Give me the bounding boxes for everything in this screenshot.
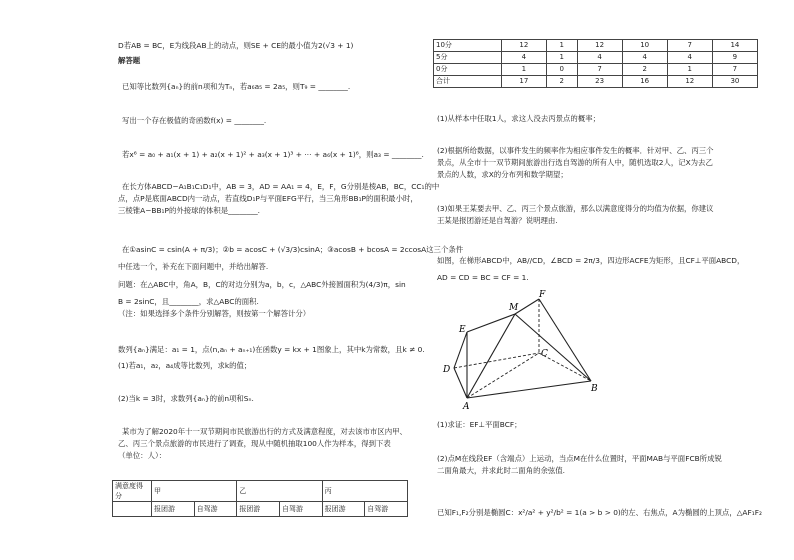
- segment-ab: [467, 381, 591, 398]
- question-text: 问题：在△ABC中，角A，B，C的对边分别为a，b，c，△ABC外接圆面积为(4/3)π，sin: [118, 280, 406, 289]
- segment-mf: [515, 299, 539, 314]
- question-text: (1)若a₁，a₂，a₄成等比数列，求k的值；: [118, 361, 252, 370]
- table-cell: 0分: [434, 64, 502, 76]
- point-label-c: C: [541, 349, 548, 359]
- survey-table: [112, 480, 408, 517]
- question-text: 写出一个存在极值的奇函数f(x) = ________.: [122, 116, 267, 125]
- segment-ed: [454, 332, 467, 368]
- table-cell: 23: [577, 76, 622, 88]
- point-label-e: E: [459, 325, 466, 335]
- table-cell: 7: [577, 64, 622, 76]
- question-text: (1)求证：EF⊥平面BCF；: [437, 420, 522, 429]
- table-row: [434, 64, 758, 76]
- table-cell: 报团游: [152, 502, 195, 517]
- segment-ma: [467, 314, 515, 398]
- question-text: 在长方体ABCD−A₁B₁C₁D₁中，AB = 3，AD = AA₁ = 4，E，F，G分别是棱AB，BC，CC₁的中: [122, 182, 440, 191]
- point-label-m: M: [509, 303, 519, 313]
- table-row: [113, 502, 408, 517]
- table-cell: 4: [667, 52, 712, 64]
- table-cell: 1: [667, 64, 712, 76]
- table-cell: 5分: [434, 52, 502, 64]
- segment-mb: [515, 314, 591, 381]
- question-text: B = 2sinC，且________，求△ABC的面积.: [118, 297, 259, 306]
- segment-da: [454, 368, 467, 398]
- table-cell: 12: [667, 76, 712, 88]
- table-cell: 17: [501, 76, 546, 88]
- question-text: （注：如果选择多个条件分别解答，则按第一个解答计分）: [118, 309, 311, 318]
- table-cell: 4: [577, 52, 622, 64]
- table-cell: 4: [622, 52, 667, 64]
- table-cell: 7: [667, 40, 712, 52]
- table-cell: 2: [546, 76, 577, 88]
- question-text: 三棱锥A−BB₁P的外接球的体积是________.: [118, 206, 261, 215]
- section-heading: 解答题: [118, 56, 141, 65]
- question-text: （单位：人）：: [118, 451, 167, 460]
- table-cell: 16: [622, 76, 667, 88]
- table-cell: 丙: [322, 481, 407, 502]
- table-cell: 满意度得分: [113, 481, 152, 502]
- question-text: 在①asinC = csin(A + π/3)；②b = acosC + (√3/3)csinA；③acosB + bcosA = 2ccosA这三个条件: [122, 245, 464, 254]
- table-row: [434, 40, 758, 52]
- question-text: (2)点M在线段EF（含端点）上运动，当点M在什么位置时，平面MAB与平面FCB所成锐: [437, 454, 722, 463]
- table-cell: 自驾游: [365, 502, 408, 517]
- table-cell: 0: [546, 64, 577, 76]
- table-cell: 1: [501, 64, 546, 76]
- table-cell: 4: [501, 52, 546, 64]
- segment-ac: [467, 353, 539, 398]
- question-text: AD = CD = BC = CF = 1.: [437, 273, 529, 282]
- question-text: 中任选一个，补充在下面问题中，并给出解答.: [118, 262, 269, 271]
- table-cell: 9: [712, 52, 757, 64]
- table-cell: 自驾游: [279, 502, 322, 517]
- table-cell: 报团游: [322, 502, 365, 517]
- question-text: 若x⁶ = a₀ + a₁(x + 1) + a₂(x + 1)² + a₃(x + 1)³ + ⋯ + a₆(x + 1)⁶，则a₃ = ________.: [122, 150, 424, 159]
- question-text: 已知F₁,F₂分别是椭圆C：x²/a² + y²/b² = 1(a > b > 0)的左、右焦点，A为椭圆的上顶点，△AF₁F₂: [437, 508, 762, 517]
- table-row: [113, 481, 408, 502]
- question-text: (1)从样本中任取1人，求这人没去丙景点的概率；: [437, 114, 600, 123]
- table-cell: [113, 502, 152, 517]
- score-table: [433, 39, 758, 88]
- table-cell: 甲: [152, 481, 237, 502]
- question-text: (2)根据所给数据，以事件发生的频率作为相应事件发生的概率．针对甲、乙、丙三个: [437, 146, 714, 155]
- point-label-f: F: [539, 290, 546, 300]
- table-cell: 14: [712, 40, 757, 52]
- question-text: 某市为了解2020年十一双节期间市民旅游出行的方式及满意程度，对去该市市区内甲、: [122, 427, 407, 436]
- question-text: 如图，在梯形ABCD中，AB//CD，∠BCD = 2π/3，四边形ACFE为矩形，且CF⊥平面ABCD，: [437, 256, 745, 265]
- question-text: 数列{aₙ}满足：a₁ = 1，点(n,aₙ + aₙ₊₁)在函数y = kx + 1图象上，其中k为常数，且k ≠ 0.: [118, 345, 425, 354]
- table-cell: 10: [622, 40, 667, 52]
- segment-fb: [539, 299, 591, 381]
- table-row: [434, 76, 758, 88]
- table-cell: 2: [622, 64, 667, 76]
- table-cell: 报团游: [237, 502, 280, 517]
- table-cell: 12: [577, 40, 622, 52]
- point-label-b: B: [591, 384, 598, 394]
- point-label-a: A: [463, 402, 470, 412]
- question-text: 二面角最大，并求此时二面角的余弦值.: [437, 466, 565, 475]
- table-cell: 1: [546, 40, 577, 52]
- table-cell: 自驾游: [194, 502, 237, 517]
- point-label-d: D: [443, 365, 451, 375]
- table-row: [434, 52, 758, 64]
- geometry-figure: [437, 286, 607, 412]
- question-text: 景点的人数，求X的分布列和数学期望；: [437, 170, 568, 179]
- question-text: 王某是报团游还是自驾游？说明理由.: [437, 216, 558, 225]
- table-cell: 7: [712, 64, 757, 76]
- question-text: (2)当k = 3时，求数列{aₙ}的前n项和Sₙ.: [118, 394, 254, 403]
- table-cell: 30: [712, 76, 757, 88]
- text-line: D若AB = BC，E为线段AB上的动点，则SE + CE的最小值为2(√3 + 1): [118, 41, 354, 50]
- question-text: 已知等比数列{aₙ}的前n项和为Tₙ，若a₆a₅ = 2a₅，则T₉ = ________.: [122, 82, 351, 91]
- question-text: 点，点P是底面ABCD内一动点，若直线D₁P与平面EFG平行，当三角形BB₁P的面积最小时，: [118, 194, 418, 203]
- question-text: 乙、丙三个景点旅游的市民进行了调查，现从中随机抽取100人作为样本，得到下表: [118, 439, 391, 448]
- question-text: (3)如果王某要去甲、乙、丙三个景点旅游，那么以满意度得分的均值为依据，你建议: [437, 204, 714, 213]
- segment-em: [467, 314, 515, 332]
- table-cell: 10分: [434, 40, 502, 52]
- question-text: 景点，从全市十一双节期间旅游出行选自驾游的所有人中，随机选取2人，记X为去乙: [437, 158, 713, 167]
- table-cell: 1: [546, 52, 577, 64]
- table-cell: 合计: [434, 76, 502, 88]
- table-cell: 乙: [237, 481, 322, 502]
- table-cell: 12: [501, 40, 546, 52]
